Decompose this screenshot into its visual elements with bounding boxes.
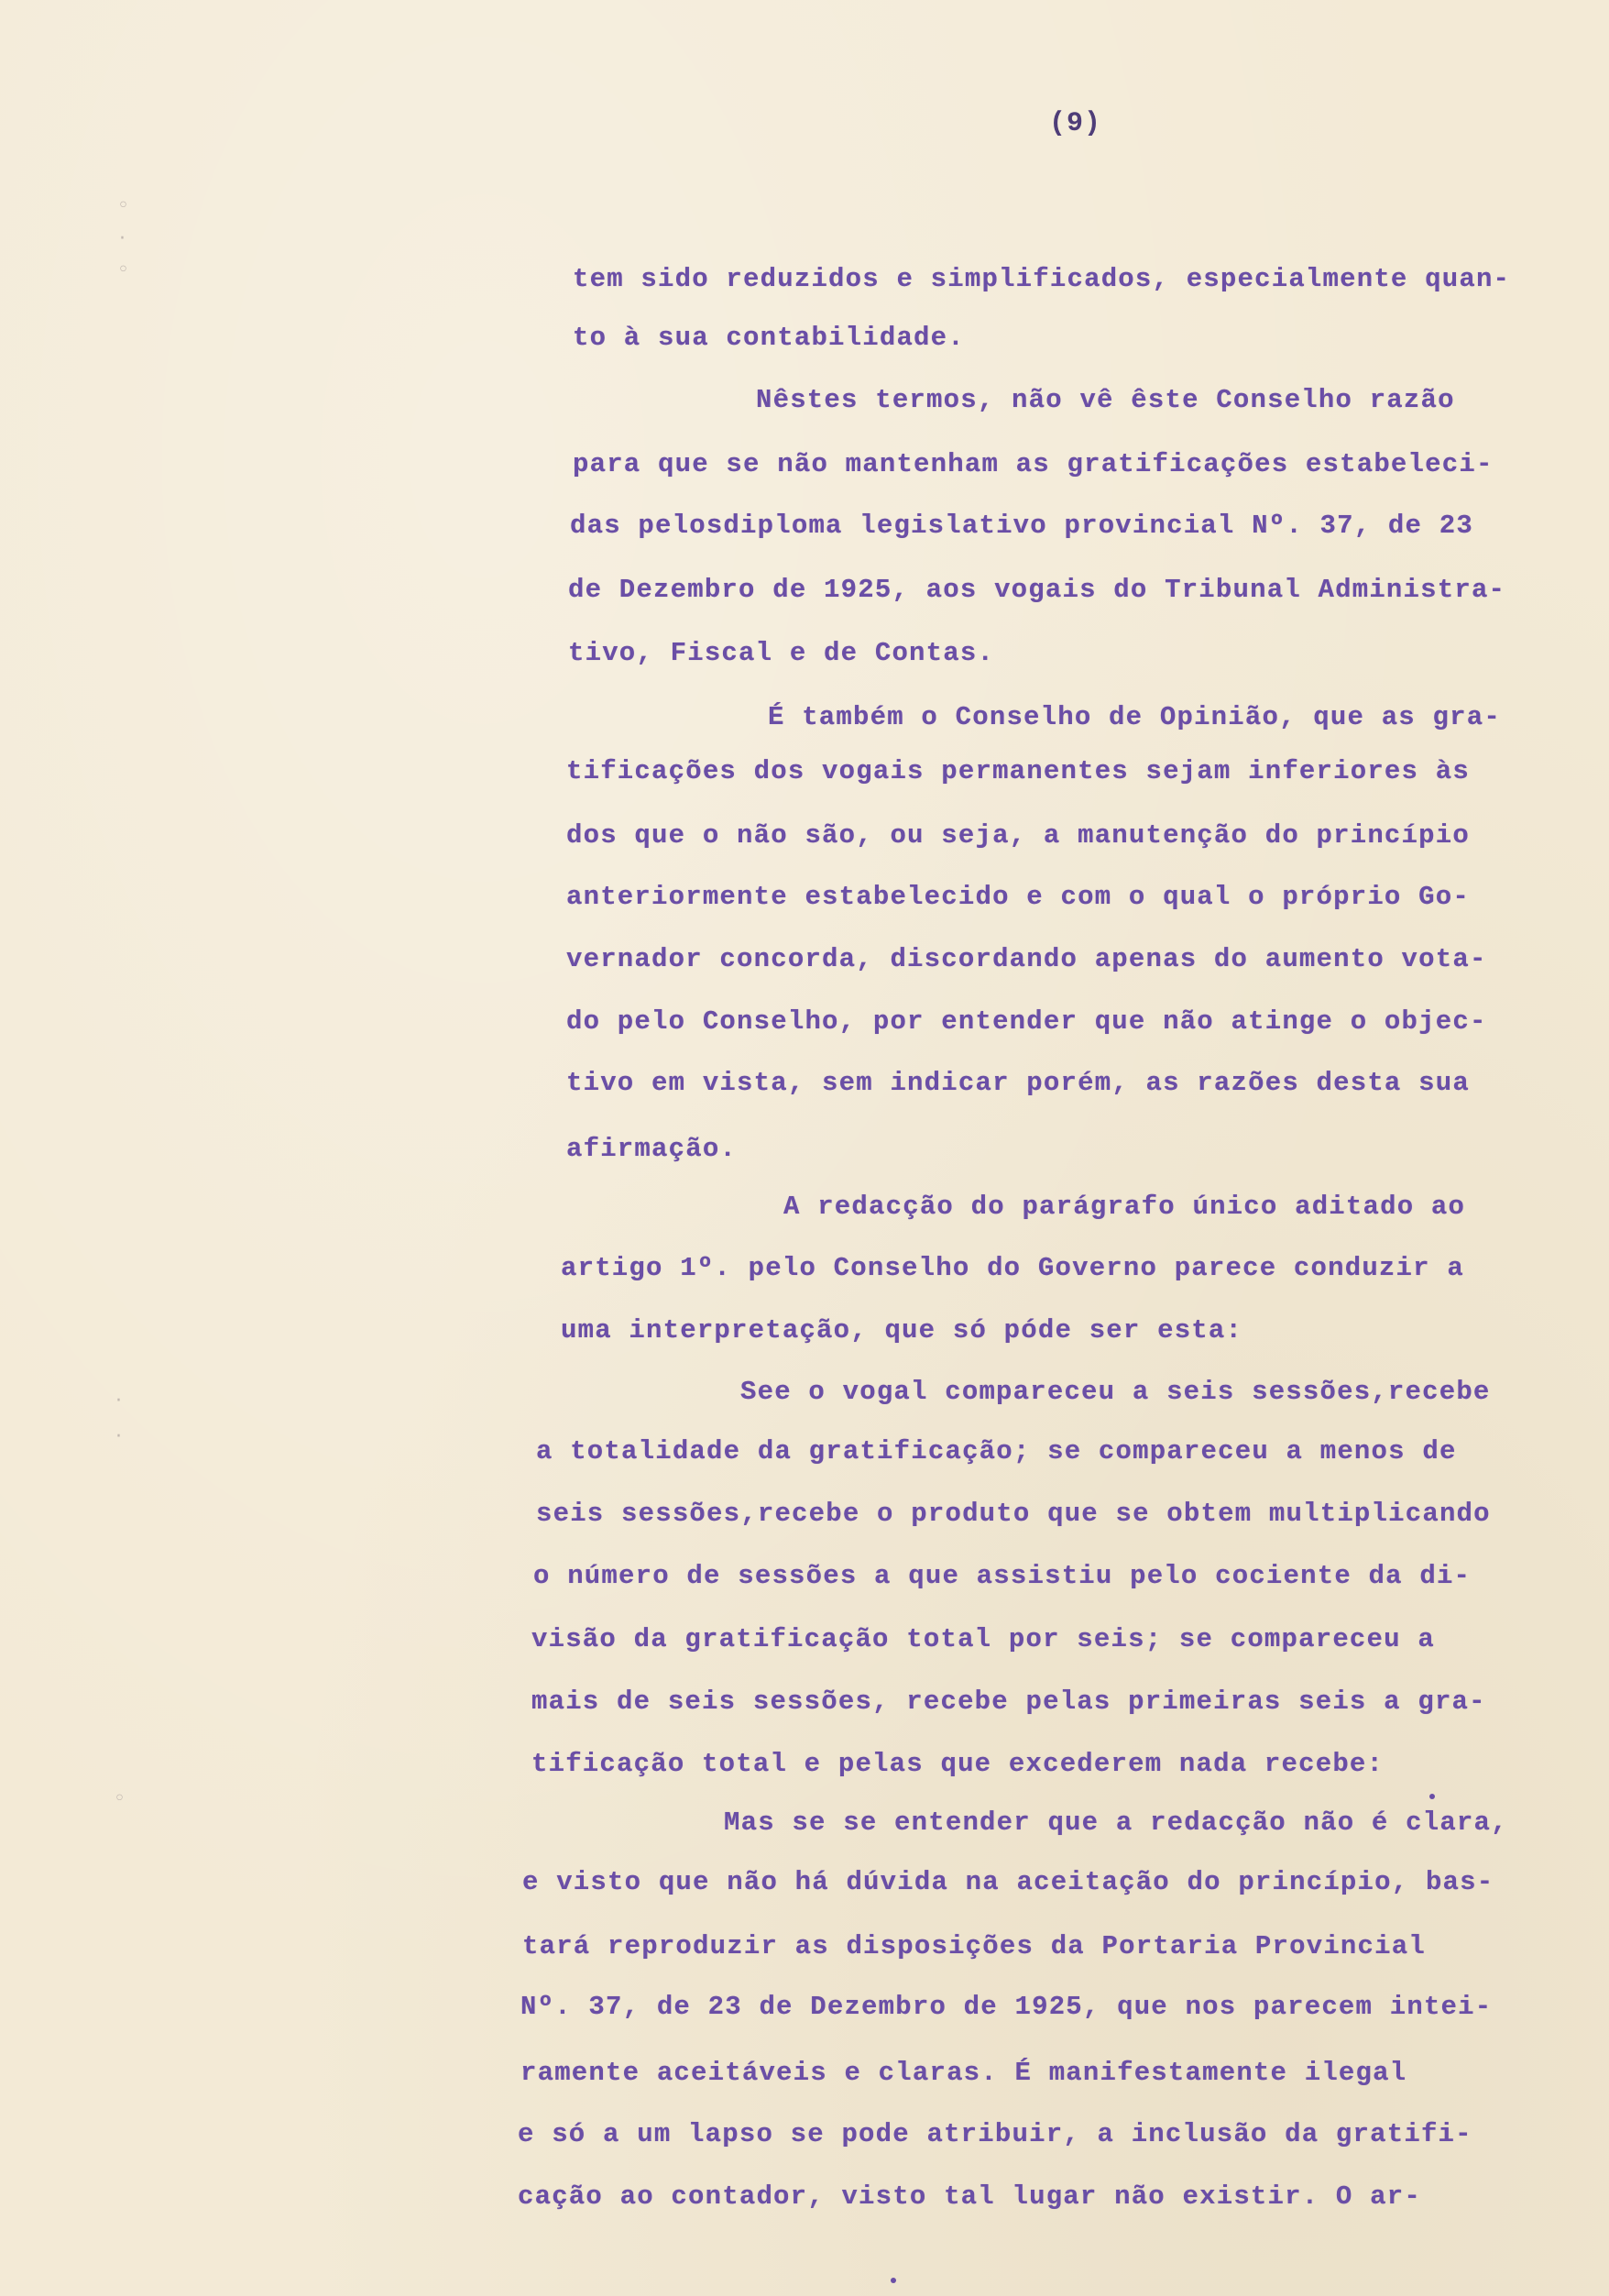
text-line: Mas se se entender que a redacção não é clara, xyxy=(724,1807,1508,1838)
text-line: vernador concorda, discordando apenas do aumento vota- xyxy=(566,944,1487,974)
text-line: See o vogal compareceu a seis sessões,recebe xyxy=(740,1377,1491,1407)
text-line: tivo em vista, sem indicar porém, as razões desta sua xyxy=(566,1068,1470,1098)
text-line: e só a um lapso se pode atribuir, a inclusão da gratifi- xyxy=(518,2119,1472,2149)
text-line: Nêstes termos, não vê êste Conselho razão xyxy=(756,385,1455,415)
margin-smudge: · xyxy=(119,227,126,250)
text-line: uma interpretação, que só póde ser esta: xyxy=(561,1315,1243,1346)
text-line: do pelo Conselho, por entender que não atinge o objec- xyxy=(566,1006,1487,1037)
text-line: tivo, Fiscal e de Contas. xyxy=(568,638,995,668)
ink-dot xyxy=(891,2278,896,2283)
margin-smudge: ◦ xyxy=(117,258,129,281)
page-number: (9) xyxy=(1049,108,1102,139)
text-line: o número de sessões a que assistiu pelo cociente da di- xyxy=(533,1561,1472,1591)
text-line: ramente aceitáveis e claras. É manifestamente ilegal xyxy=(520,2058,1407,2088)
margin-smudge: ◦ xyxy=(117,194,129,217)
text-line: Nº. 37, de 23 de Dezembro de 1925, que nos parecem intei- xyxy=(520,1992,1493,2022)
text-line: tificação total e pelas que excederem nada recebe: xyxy=(531,1749,1385,1779)
ink-dot xyxy=(1429,1794,1435,1799)
margin-smudge: · xyxy=(115,1390,122,1412)
text-line: tificações dos vogais permanentes sejam inferiores às xyxy=(566,756,1470,786)
text-line: anteriormente estabelecido e com o qual o próprio Go- xyxy=(566,882,1470,912)
text-line: e visto que não há dúvida na aceitação do princípio, bas- xyxy=(522,1867,1494,1897)
text-line: tem sido reduzidos e simplificados, especialmente quan- xyxy=(573,264,1511,294)
text-line: A redacção do parágrafo único aditado ao xyxy=(783,1192,1466,1222)
text-line: dos que o não são, ou seja, a manutenção do princípio xyxy=(566,820,1470,851)
text-line: cação ao contador, visto tal lugar não existir. O ar- xyxy=(518,2181,1421,2212)
text-line: seis sessões,recebe o produto que se obtem multiplicando xyxy=(536,1499,1491,1529)
text-line: tará reproduzir as disposições da Portaria Provincial xyxy=(522,1931,1426,1961)
text-line: das pelosdiploma legislativo provincial Nº. 37, de 23 xyxy=(570,511,1473,541)
text-line: de Dezembro de 1925, aos vogais do Tribunal Administra- xyxy=(568,575,1506,605)
text-line: artigo 1º. pelo Conselho do Governo parece conduzir a xyxy=(561,1253,1464,1283)
text-line: É também o Conselho de Opinião, que as gra- xyxy=(768,702,1501,732)
text-line: para que se não mantenham as gratificações estabeleci- xyxy=(573,449,1494,479)
margin-smudge: · xyxy=(115,1425,122,1448)
text-line: afirmação. xyxy=(566,1134,738,1164)
text-line: a totalidade da gratificação; se compareceu a menos de xyxy=(536,1436,1457,1467)
margin-smudge: ◦ xyxy=(114,1787,126,1810)
text-line: to à sua contabilidade. xyxy=(573,323,965,353)
text-line: visão da gratificação total por seis; se compareceu a xyxy=(531,1624,1435,1654)
text-line: mais de seis sessões, recebe pelas primeiras seis a gra- xyxy=(531,1686,1486,1717)
